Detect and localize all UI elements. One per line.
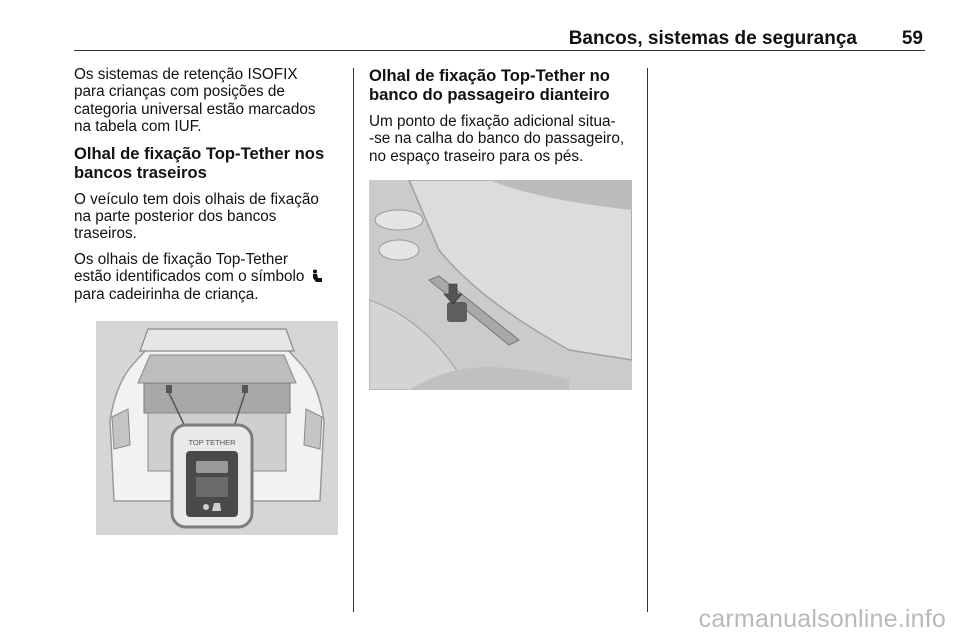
column-divider-2 [647, 68, 648, 612]
heading-line: Olhal de fixação Top-Tether nos [74, 143, 325, 163]
cup-holder-1 [375, 210, 423, 230]
cup-holder-2 [379, 240, 419, 260]
rear-eyelets-paragraph [74, 191, 336, 243]
section-heading-front-passenger [369, 66, 633, 104]
header-title: Bancos, sistemas de segurança [568, 28, 857, 49]
left-column [74, 66, 336, 311]
heading-line: Olhal de fixação Top-Tether no [369, 66, 610, 85]
section-heading-rear-seats [74, 144, 336, 182]
cargo-opening [138, 355, 296, 383]
open-tailgate [140, 329, 294, 351]
heading-line: banco do passageiro dianteiro [369, 85, 610, 104]
text-line: -se na calha do banco do passageiro, [369, 130, 625, 148]
text-line: O veículo tem dois olhais de fixação [74, 190, 319, 208]
text-line: no espaço traseiro para os pés. [369, 147, 584, 165]
anchor-bracket [447, 302, 467, 322]
intro-line: categoria universal estão marcados [74, 100, 316, 118]
right-anchor-point [242, 385, 248, 393]
text-line: para cadeirinha de criança. [74, 285, 259, 303]
intro-paragraph [74, 66, 336, 136]
car-rear-top-tether-illustration [96, 321, 338, 535]
intro-line: Os sistemas de retenção ISOFIX [74, 66, 298, 83]
text-line: estão identificados com o símbolo [74, 268, 305, 286]
front-seat-rail-anchor-illustration [369, 180, 632, 390]
anchor-slot [196, 477, 228, 497]
rear-seat-backs [144, 383, 290, 413]
intro-line: na tabela com IUF. [74, 118, 202, 136]
top-tether-label: TOP TETHER [188, 438, 236, 447]
left-anchor-point [166, 385, 172, 393]
intro-line: para crianças com posições de [74, 83, 285, 101]
text-line: na parte posterior dos bancos [74, 208, 277, 226]
page-header [74, 28, 925, 51]
symbol-paragraph [74, 251, 336, 303]
text-line: traseiros. [74, 225, 137, 243]
anchor-symbol-icon [203, 504, 209, 510]
text-line: Um ponto de fixação adicional situa- [369, 113, 616, 130]
anchor-bar [196, 461, 228, 473]
text-line: Os olhais de fixação Top-Tether [74, 250, 288, 268]
heading-line: bancos traseiros [74, 162, 207, 182]
front-passenger-paragraph [369, 113, 633, 165]
page-number: 59 [901, 28, 923, 49]
footer-watermark: carmanualsonline.info [698, 605, 946, 633]
column-divider-1 [353, 68, 354, 612]
child-seat-symbol-icon [311, 269, 323, 283]
middle-column [369, 66, 633, 173]
